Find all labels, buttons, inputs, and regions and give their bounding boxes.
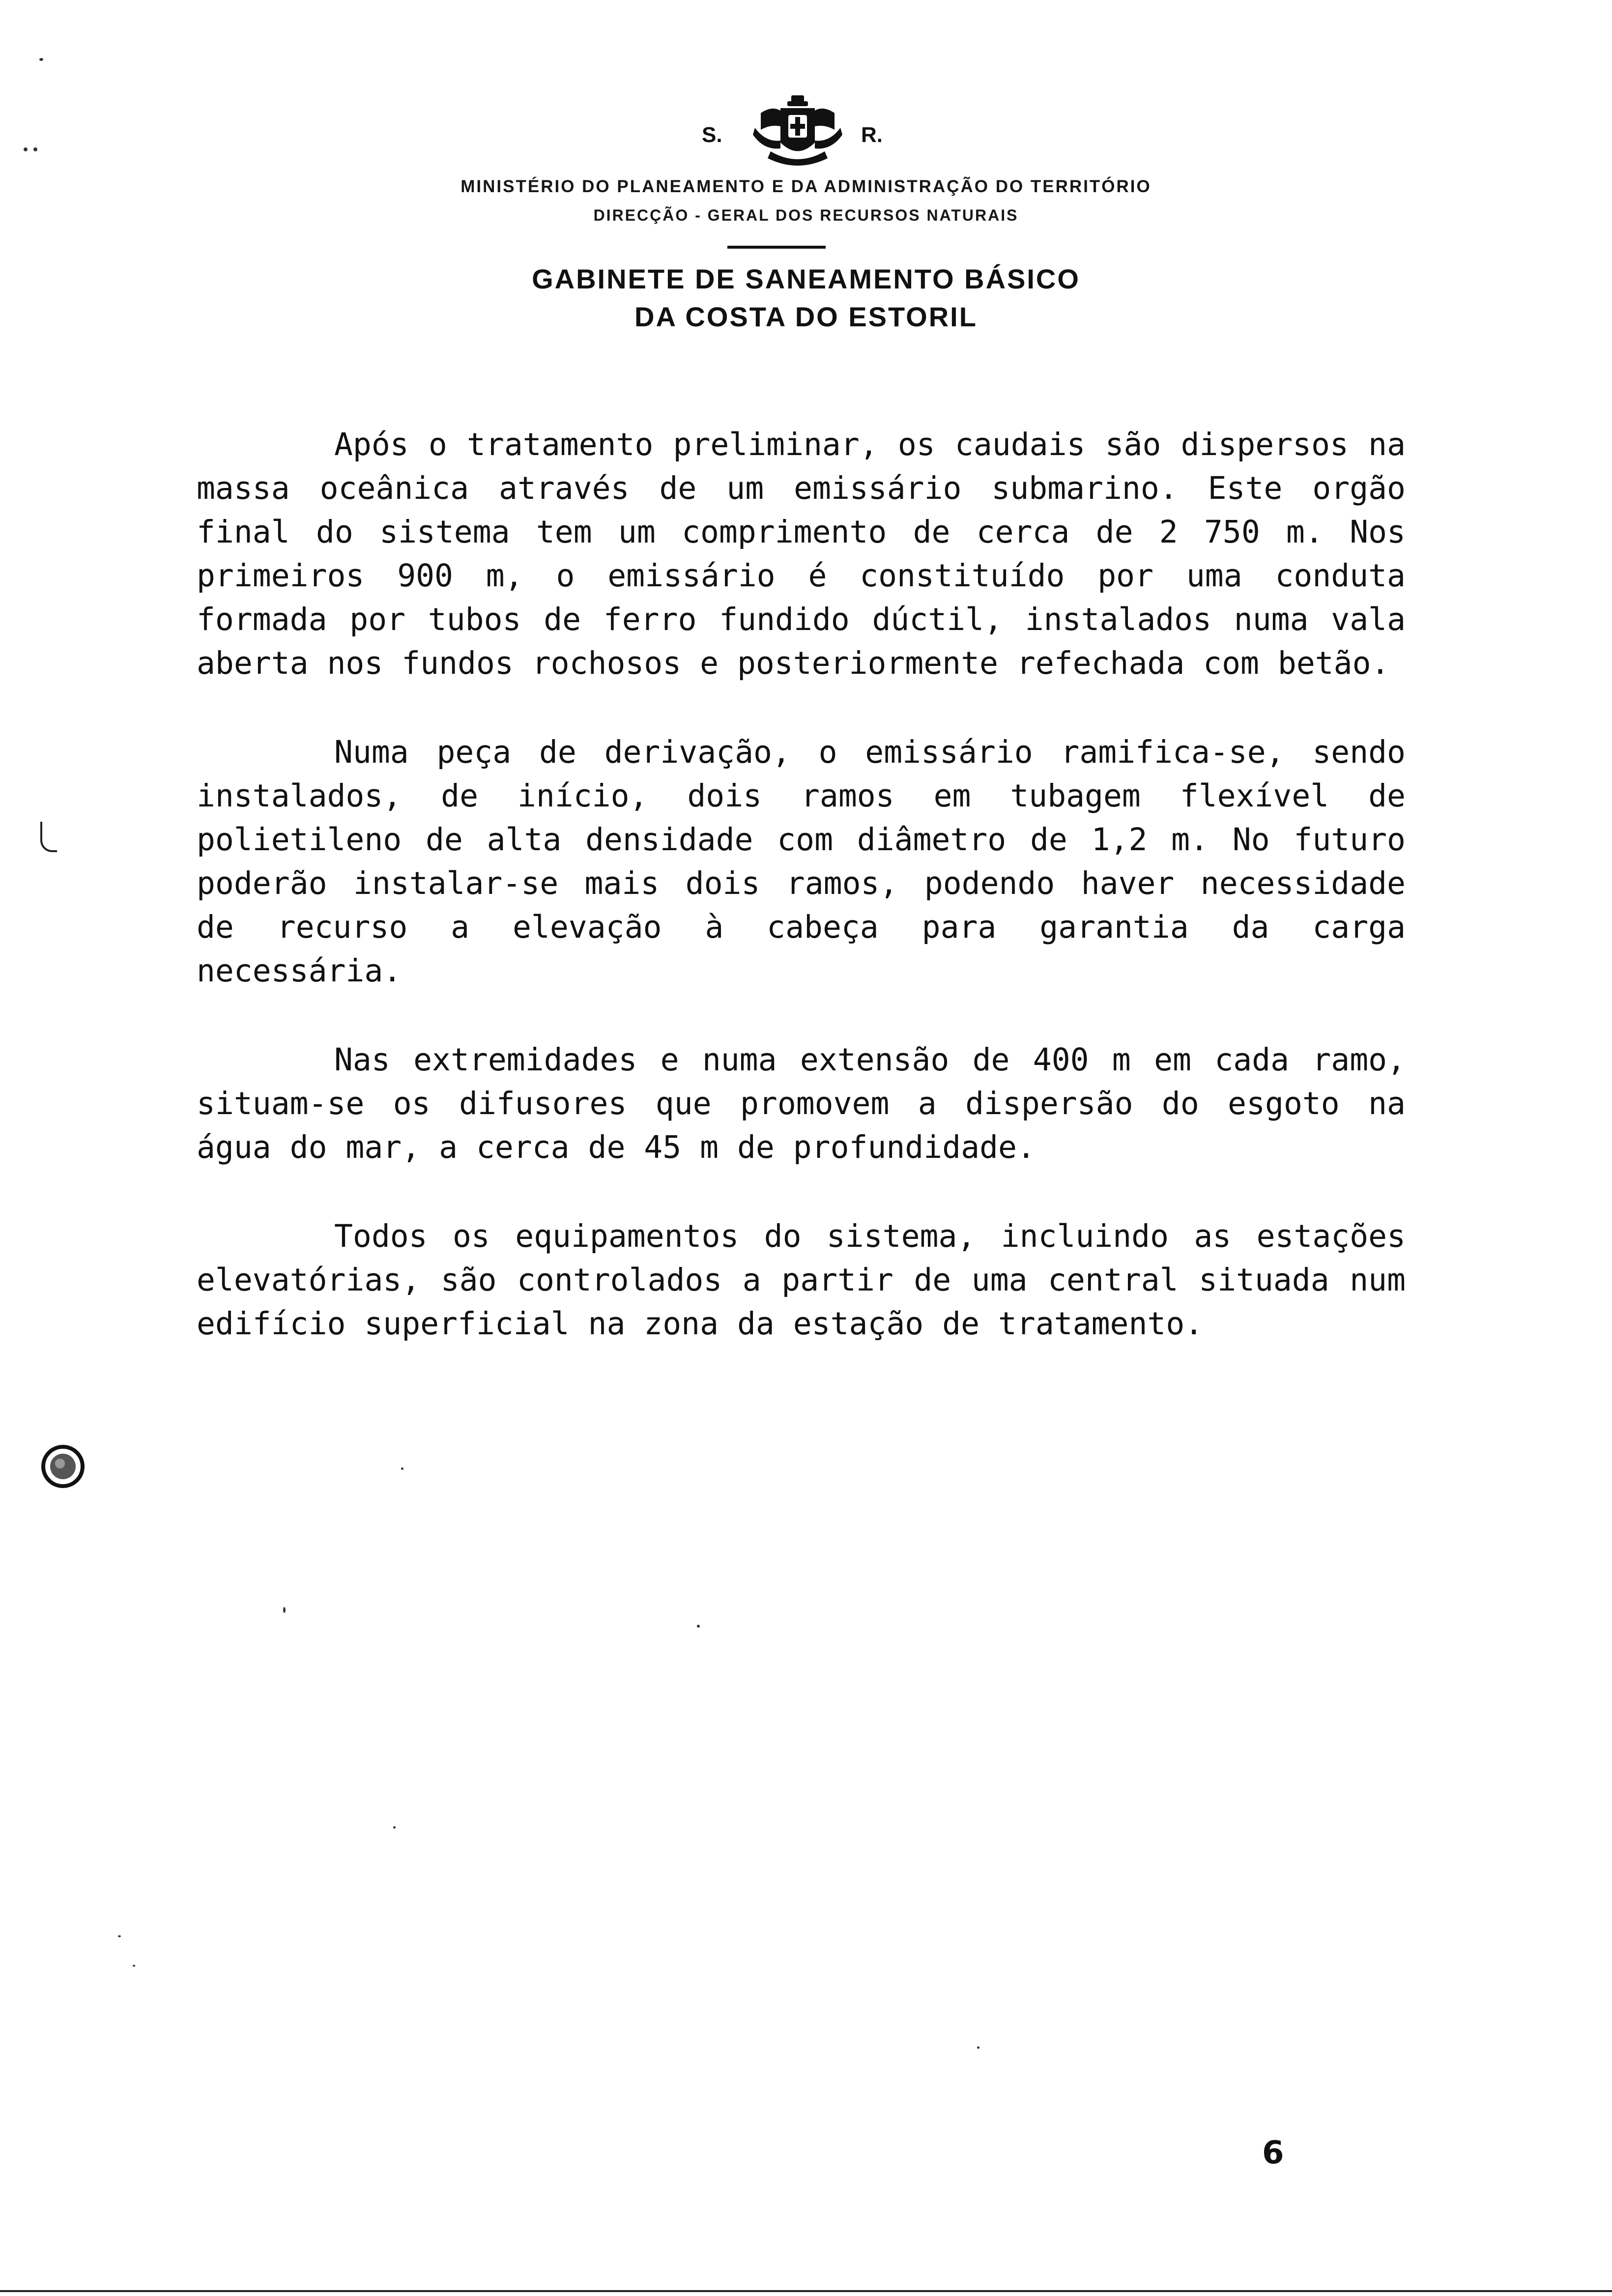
scan-speck — [118, 1935, 121, 1937]
scan-speck — [393, 1826, 396, 1829]
punch-hole-icon — [40, 1444, 86, 1489]
scan-speck — [401, 1467, 403, 1470]
scan-speck — [133, 1965, 135, 1967]
directorate-name: DIRECÇÃO - GERAL DOS RECURSOS NATURAIS — [593, 206, 1019, 224]
office-title-line-2: DA COSTA DO ESTORIL — [634, 301, 978, 332]
letterhead-left-letter: S. — [702, 123, 722, 147]
scan-speck — [39, 58, 43, 61]
document-body — [197, 423, 1406, 1391]
paragraph-outfall: Após o tratamento preliminar, os caudais são dispersos na massa oceânica através de um emissário submarino. Este orgão final do sistema tem um comprimento de cerca de 2 750 m. Nos primeiros 900 m, o emissário é constituído por uma conduta formada por tubos de ferro fundido dúctil, instalados numa vala aberta nos fundos rochosos e posteriormente refechada com betão. — [197, 427, 1406, 681]
coat-of-arms-emblem — [746, 93, 849, 172]
scan-speck — [977, 2046, 979, 2049]
scan-speck — [24, 147, 28, 151]
office-title-line-1: GABINETE DE SANEAMENTO BÁSICO — [532, 263, 1080, 294]
scan-bottom-edge — [0, 2290, 1612, 2292]
scan-speck — [283, 1607, 286, 1613]
paragraph-diffusers: Nas extremidades e numa extensão de 400 m em cada ramo, situam-se os difusores que promovem a dispersão do esgoto na água do mar, a cerca de 45 m de profundidade. — [197, 1042, 1406, 1165]
letterhead-emblem-row — [0, 93, 1612, 177]
scan-speck — [33, 147, 37, 151]
scan-speck — [697, 1625, 700, 1628]
ministry-name: MINISTÉRIO DO PLANEAMENTO E DA ADMINISTRAÇÃO DO TERRITÓRIO — [461, 177, 1151, 196]
letterhead-right-letter: R. — [861, 123, 883, 147]
margin-bracket-mark — [40, 822, 57, 852]
page-number: 6 — [1262, 2135, 1284, 2171]
paragraph-control: Todos os equipamentos do sistema, incluindo as estações elevatórias, são controlados a partir de uma central situada num edifício superficial na zona da estação de tratamento. — [197, 1218, 1406, 1342]
paragraph-branches: Numa peça de derivação, o emissário ramifica-se, sendo instalados, de início, dois ramos em tubagem flexível de polietileno de alta densidade com diâmetro de 1,2 m. No futuro poderão instalar-se mais dois ramos, podendo haver necessidade de recurso a elevação à cabeça para garantia da carga necessária. — [197, 734, 1406, 989]
letterhead-divider — [727, 246, 826, 249]
